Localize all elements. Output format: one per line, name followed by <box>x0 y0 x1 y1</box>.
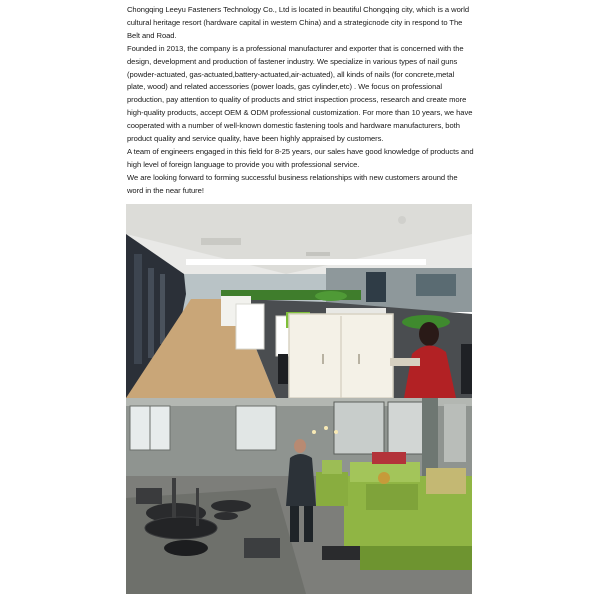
company-introduction <box>127 4 474 198</box>
intro-paragraph-closing: We are looking forward to forming successful business relationships with new customers around the word in the near future! <box>127 172 458 195</box>
factory-illustration <box>126 398 472 594</box>
office-illustration <box>126 204 472 398</box>
intro-paragraph-location: Chongqing Leeyu Fasteners Technology Co., Ltd is located in beautiful Chongqing city, which is a world cultural heritage resort (hardware capital in western China) and a strategicnode city in respond to The Belt and Road. <box>127 5 470 40</box>
intro-paragraph-founding: Founded in 2013, the company is a professional manufacturer and exporter that is concerned with the design, development and production of fastener industry. We specialize in various types of nail guns (powder-actuated, gas-actuated,battery-actuated,air-actuated), all kinds of nails (for concrete,metal plate, wood) and related accessories (power loads, gas cylinder,etc) . We focus on professional production, pay attention to quality of products and strict inspection process, research and create more high-quality products, accept OEM & ODM professional customization. For more than 10 years, we have cooperated with a number of well-known domestic fastening tools and hardware manufacturers, both product quality and service quality, have been highly appraised by customers. <box>127 43 473 144</box>
factory-photo <box>126 398 472 594</box>
office-photo <box>126 204 472 398</box>
intro-paragraph-team: A team of engineers engaged in this field for 8-25 years, our sales have good knowledge of products and high level of foreign language to provide you with professional service. <box>127 146 474 169</box>
